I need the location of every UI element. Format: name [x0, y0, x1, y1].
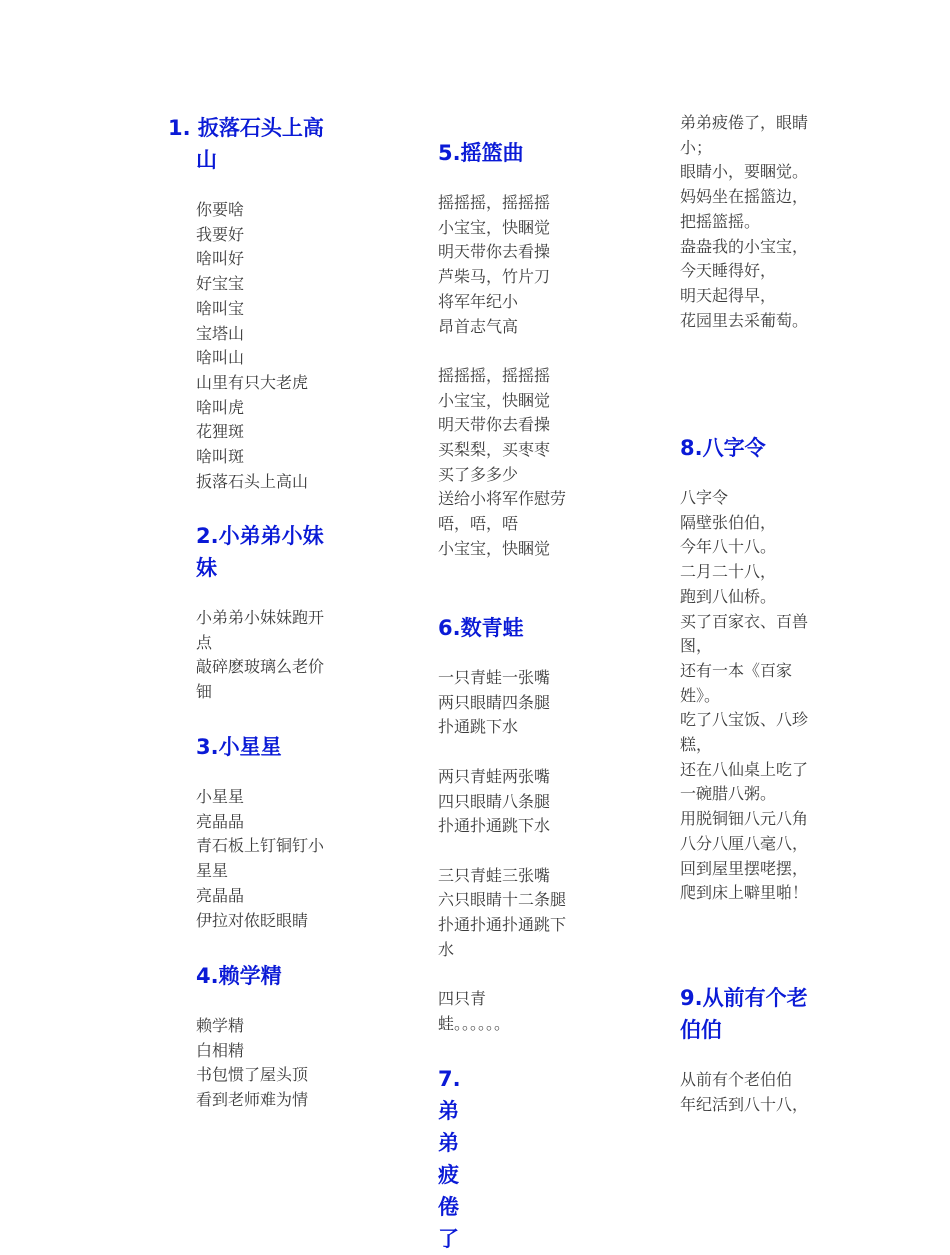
section-title-line: 1. 扳落石头上高	[168, 116, 324, 140]
poem-line: 啥叫宝	[196, 298, 245, 318]
stanza-gap	[438, 962, 566, 987]
poem-lines	[196, 785, 324, 933]
poem-line: 明天起得早，	[680, 285, 777, 305]
poem-line: 我要好	[196, 224, 245, 244]
poem-lines	[438, 666, 566, 1037]
poem-line: 一碗腊八粥。	[680, 784, 777, 804]
poem-line: 摇摇摇，摇摇摇	[438, 193, 551, 212]
poem-line: 今天睡得好，	[680, 261, 777, 281]
poem-line: 八分八厘八毫八，	[680, 833, 809, 853]
poem-line: 青石板上钉铜钉小	[196, 836, 325, 856]
section-5	[438, 137, 566, 562]
stanza-gap	[438, 740, 566, 765]
poem-line: 把摇篮摇。	[680, 211, 761, 231]
poem-line: 弟弟疲倦了，眼睛	[680, 113, 809, 132]
poem-line: 八字令	[680, 488, 729, 507]
poem-line: 四只眼睛八条腿	[438, 791, 551, 811]
section-title-line: 7.弟弟疲倦了	[438, 1067, 461, 1251]
poem-line: 伊拉对侬眨眼睛	[196, 910, 309, 930]
poem-line: 水	[438, 939, 455, 959]
poem-line: 一只青蛙一张嘴	[438, 668, 551, 687]
poem-line: 小星星	[196, 787, 245, 806]
poem-line: 扑通扑通跳下水	[438, 816, 551, 836]
poem-line: 还在八仙桌上吃了	[680, 759, 809, 779]
section-8	[680, 432, 808, 906]
poem-line: 啥叫山	[196, 348, 245, 368]
poem-line: 小宝宝，快睏觉	[438, 217, 551, 237]
section-title	[168, 112, 324, 176]
poem-line: 回到屋里摆咾摆，	[680, 858, 809, 878]
poem-line: 六只眼睛十二条腿	[438, 890, 567, 910]
section-title	[438, 137, 566, 169]
poem-line: 昂首志气高	[438, 316, 519, 336]
poem-line: 用脱铜钿八元八角	[680, 809, 809, 829]
poem-line: 扑通跳下水	[438, 717, 519, 737]
poem-lines	[168, 198, 324, 494]
section-title-line: 4.赖学精	[196, 964, 282, 988]
section-4	[196, 960, 308, 1113]
poem-line: 四只青	[438, 989, 487, 1009]
poem-line: 星星	[196, 861, 229, 881]
section-6	[438, 612, 566, 1037]
poem-line: 赖学精	[196, 1016, 245, 1035]
poem-line: 芦柴马，竹片刀	[438, 267, 551, 287]
poem-lines	[196, 1014, 308, 1113]
poem-line: 唔，唔，唔	[438, 514, 519, 534]
poem-line: 眼睛小，要睏觉。	[680, 162, 809, 182]
poem-line: 钿	[196, 682, 213, 702]
section-title	[438, 1063, 461, 1255]
section-title-line: 山	[196, 148, 217, 172]
poem-line: 隔壁张伯伯，	[680, 512, 777, 532]
poem-line: 小；	[680, 137, 713, 157]
poem-line: 小宝宝，快睏觉	[438, 538, 551, 558]
poem-line: 年纪活到八十八，	[680, 1094, 809, 1114]
section-title-line: 9.从前有个老	[680, 986, 808, 1010]
poem-lines	[680, 111, 808, 333]
section-title	[680, 432, 808, 464]
poem-line: 明天带你去看操	[438, 415, 551, 435]
poem-line: 姓》。	[680, 685, 721, 705]
poem-line: 图，	[680, 636, 713, 656]
poem-line: 扳落石头上高山	[196, 471, 309, 491]
poem-line: 点	[196, 632, 213, 652]
poem-line: 亮晶晶	[196, 885, 245, 905]
poem-line: 今年八十八。	[680, 537, 777, 557]
poem-line: 山里有只大老虎	[196, 372, 309, 392]
poem-line: 书包惯了屋头顶	[196, 1065, 309, 1085]
section-title-line: 8.八字令	[680, 436, 766, 460]
section-title-line: 妹	[196, 556, 217, 580]
poem-line: 从前有个老伯伯	[680, 1070, 793, 1089]
section-7	[438, 1063, 461, 1255]
section-title-line: 6.数青蛙	[438, 616, 524, 640]
poem-line: 将军年纪小	[438, 291, 519, 311]
section-2	[196, 520, 324, 705]
section-title	[196, 960, 308, 992]
poem-line: 买了百家衣、百兽	[680, 611, 809, 631]
poem-lines	[680, 486, 808, 906]
poem-line: 亮晶晶	[196, 811, 245, 831]
section-3	[196, 731, 324, 933]
poem-line: 买梨梨，买枣枣	[438, 440, 551, 460]
poem-line: 小宝宝，快睏觉	[438, 390, 551, 410]
poem-line: 蛙。。。。。。	[438, 1013, 511, 1033]
section-title	[196, 731, 324, 763]
poem-line: 吃了八宝饭、八珍	[680, 710, 809, 730]
poem-line: 敲碎麽玻璃么老价	[196, 657, 325, 677]
poem-line: 花狸斑	[196, 422, 245, 442]
poem-line: 啥叫虎	[196, 397, 245, 417]
poem-line: 白相精	[196, 1040, 245, 1060]
poem-line: 买了多多少	[438, 464, 519, 484]
poem-line: 两只眼睛四条腿	[438, 692, 551, 712]
poem-lines	[196, 606, 324, 705]
section-7-continued	[680, 111, 808, 333]
poem-line: 啥叫好	[196, 249, 245, 269]
poem-line: 爬到床上噼里啪！	[680, 883, 809, 903]
section-title	[680, 982, 808, 1046]
section-title	[196, 520, 324, 584]
section-1	[168, 112, 324, 494]
poem-line: 妈妈坐在摇篮边，	[680, 187, 809, 207]
poem-line: 看到老师难为情	[196, 1090, 309, 1110]
poem-lines	[438, 191, 566, 562]
poem-line: 啥叫斑	[196, 447, 245, 467]
poem-line: 扑通扑通扑通跳下	[438, 915, 567, 934]
poem-lines	[680, 1068, 808, 1117]
poem-line: 还有一本《百家	[680, 660, 793, 680]
section-title	[438, 612, 566, 644]
stanza-gap	[438, 839, 566, 864]
section-title-line: 3.小星星	[196, 735, 282, 759]
poem-line: 二月二十八，	[680, 562, 777, 582]
poem-line: 小弟弟小妹妹跑开	[196, 608, 325, 627]
poem-line: 糕，	[680, 735, 713, 755]
poem-line: 两只青蛙两张嘴	[438, 766, 551, 786]
poem-line: 摇摇摇，摇摇摇	[438, 365, 551, 385]
poem-line: 宝塔山	[196, 323, 245, 343]
poem-line: 三只青蛙三张嘴	[438, 865, 551, 885]
poem-line: 跑到八仙桥。	[680, 586, 777, 606]
poem-line: 花园里去采葡萄。	[680, 310, 809, 330]
poem-line: 你要啥	[196, 200, 245, 219]
section-title-line: 5.摇篮曲	[438, 141, 524, 165]
section-title-line: 伯伯	[680, 1018, 722, 1042]
poem-line: 盎盎我的小宝宝，	[680, 236, 809, 256]
poem-line: 好宝宝	[196, 274, 245, 294]
section-title-line: 2.小弟弟小妹	[196, 524, 324, 548]
poem-line: 明天带你去看操	[438, 242, 551, 262]
stanza-gap	[438, 339, 566, 364]
poem-line: 送给小将军作慰劳	[438, 489, 567, 509]
section-9	[680, 982, 808, 1117]
